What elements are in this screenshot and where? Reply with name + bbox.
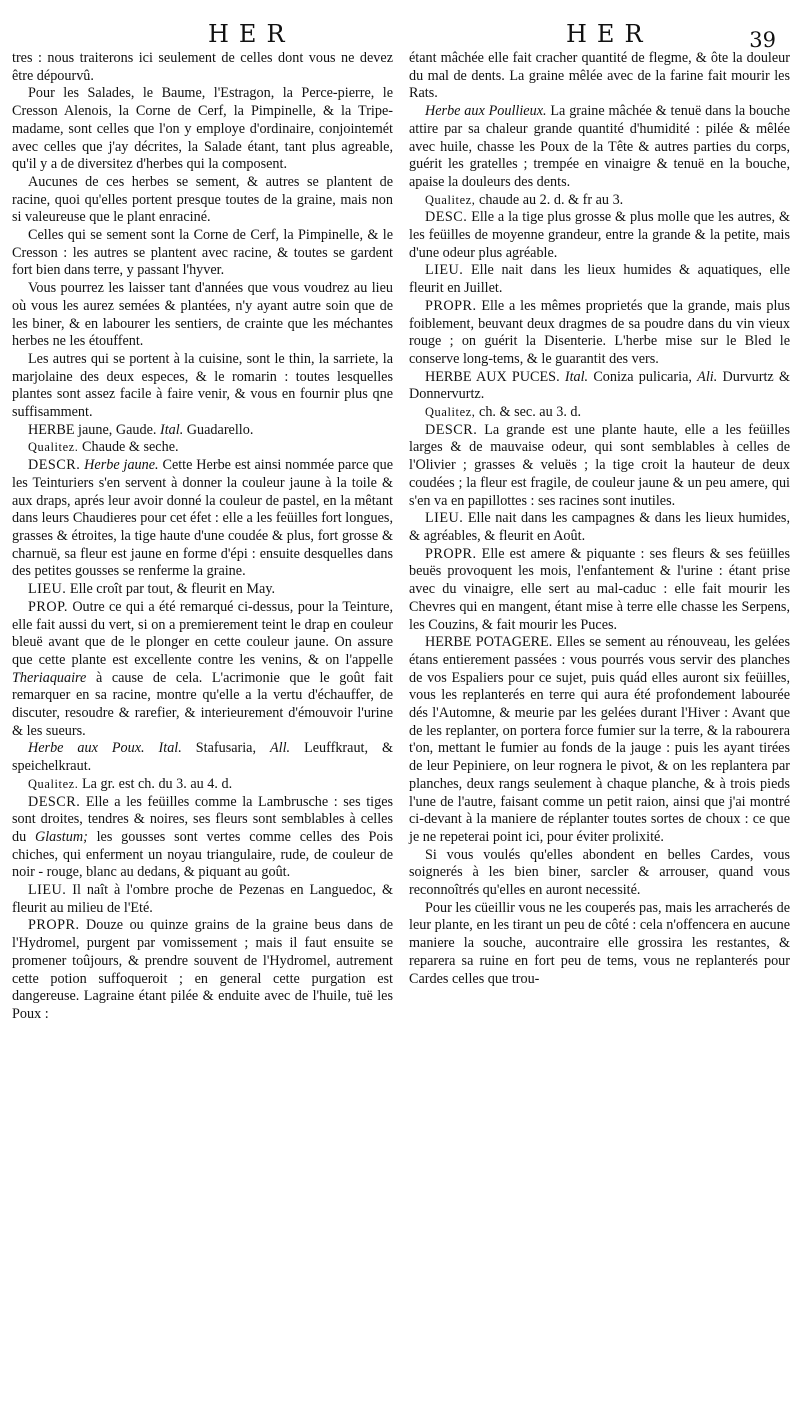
text-columns <box>12 50 790 1024</box>
all-label: Ali. <box>697 368 718 385</box>
entry-heading <box>12 740 393 775</box>
description-text: Cette Herbe est ainsi nommée parce que les Teinturiers s'en servent à donner la couleur jaune à la toile & aux draps, aprés leur avoir donné la couleur de pastel, en la mêtant dans leurs Chaudieres pour cet éfet : elle a les feüilles fort longues, grasses & étroites, la tige haute d'une coudée & plus, fort grosse & charnuë, sa fleur est jaune en forme d'épi : ensuite desquelles dans des petites gousses se renferme la graine. <box>12 457 394 580</box>
properties-text-end: à cause de cela. L'acrimonie que le goût fait remarquer en sa racine, montre qu'elle a la vertu d'échauffer, de discuter, resoudre & rarefier, & interieurement d'émouvoir l'urine & les sueurs. <box>12 669 394 739</box>
description <box>12 457 393 581</box>
description-text: Elle a les feüilles comme la Lambrusche : ses tiges sont droites, tendres & noires, ses fleurs sont semblables à celles du <box>12 793 394 845</box>
running-head-left: HER <box>208 20 295 48</box>
qualities <box>409 404 790 422</box>
ital-name: Guadarello. <box>186 421 254 438</box>
entry-title: Herbe aux Poullieux. <box>425 103 547 120</box>
location-label: LIEU. <box>28 581 67 598</box>
entry-title: HERBE jaune, Gaude. <box>28 421 157 438</box>
properties-label: PROPR. <box>425 297 477 314</box>
properties <box>12 917 393 1023</box>
qualities-text: chaude au 2. d. & fr au 3. <box>479 191 624 208</box>
description <box>409 422 790 511</box>
properties-text: Douze ou quinze grains de la graine beus dans de l'Hydromel, purgent par vomissement ; mais il faut ensuite se promener toûjours, & prendre souvent de l'Hydromel, autrement cette potion suffoqueroit ; en general cette purgation est dangereuse. Lagraine étant pilée & enduite avec de l'huile, tuë les Poux : <box>12 917 393 1022</box>
paragraph: Si vous voulés qu'elles abondent en belles Cardes, vous soignerés à les bien biner, sarcler & arrouser, quand vous reconnoîtrés qu'elles en auront necessité. <box>409 846 790 899</box>
entry-title: Herbe aux Poux. <box>28 740 145 757</box>
location <box>12 581 393 599</box>
location-label: LIEU. <box>425 510 464 527</box>
entry-heading <box>409 369 790 404</box>
location <box>409 510 790 545</box>
ital-name: Stafusaria, <box>195 740 257 757</box>
ital-label: Ital. <box>160 421 184 438</box>
entry-text: La graine mâchée & tenuë dans la bouche attire par sa chaleur grande quantité d'humidité : pilée & mêlée avec huile, chasse les Poux de la Tête & autres parties du corps, guérit les gratelles ; trempée en vinaigre & tenuë en la bouche, apaise la douleurs des dents. <box>409 103 790 190</box>
description <box>12 794 393 883</box>
entry-heading <box>12 422 393 440</box>
location-text: Il naît à l'ombre proche de Pezenas en Languedoc, & fleurit au milieu de l'Eté. <box>12 882 394 916</box>
qualities-label: Qualitez. <box>28 776 79 791</box>
paragraph: Les autres qui se portent à la cuisine, sont le thin, la sarriete, la marjolaine des deux especes, & le romarin : toutes lesquelles plantes sont assez facile à faire venir, & vous en fournir plus qne suffisamment. <box>12 350 393 421</box>
all-name: Durvurtz & Donnervurtz. <box>409 368 790 403</box>
properties <box>12 599 393 741</box>
properties-text: Elle est amere & piquante : ses fleurs & ses feüilles beuës provoquent les mois, l'enfantement & l'urine : étant prise avec du vinaigre, elle sert au mal-caduc : elle fait mourir les Chevres qui en mangent, étant mise à terre elle chasse les Serpens, les Couzins, & fait mourir les Puces. <box>409 545 790 633</box>
properties-italic: Theriaquaire <box>12 669 87 686</box>
paragraph: Celles qui se sement sont la Corne de Cerf, la Pimpinelle, & le Cresson : les autres se plantent avec racine, & toutes se gardent fort bien dans terre, y passant l'hyver. <box>12 227 393 279</box>
paragraph: étant mâchée elle fait cracher quantité de flegme, & ôte la douleur du mal de dents. La graine mêlée avec de la farine fait mourir les Rats. <box>409 50 790 102</box>
qualities-label: Qualitez, <box>425 192 476 207</box>
location-text: Elle croît par tout, & fleurit en May. <box>69 581 276 598</box>
qualities-text: ch. & sec. au 3. d. <box>479 404 582 421</box>
location <box>409 262 790 297</box>
description-label: DESC. <box>425 209 468 226</box>
entry-title: HERBE POTAGERE. <box>425 634 553 651</box>
properties <box>409 546 790 635</box>
description-label: DESCR. <box>425 421 478 438</box>
paragraph: Pour les cüeillir vous ne les couperés pas, mais les arracherés de leur plante, en les tirant un peu de côté : cela n'offencera en aucune maniere la souche, aucontraire elle grossira les restantes, & reparera sa ruine en fort peu de tems, vous ne replanterés pour Cardes celles que trou- <box>409 899 790 987</box>
running-head-right: HER <box>566 20 653 48</box>
location-label: LIEU. <box>28 882 67 899</box>
ital-label: Ital. <box>564 368 589 385</box>
location-label: LIEU. <box>425 262 464 279</box>
description-italic: Herbe jaune. <box>84 457 159 474</box>
entry-paragraph <box>409 634 790 846</box>
all-label: All. <box>270 740 291 757</box>
paragraph: Vous pourrez les laisser tant d'années que vous voudrez au lieu où vous les aurez semées & plantées, n'y ayant autre soin que de les biner, & en labourer les sentiers, de crainte que les méchantes herbes ne les étouffent. <box>12 280 393 350</box>
paragraph: Pour les Salades, le Baume, l'Estragon, la Perce-pierre, le Cresson Alenois, la Corne de Cerf, la Pimpinelle, & la Tripe-madame, sont celles que l'on y employe d'ordinaire, conjointemét avec celles que j'ay décrites, la Salade étant, tant plus agreable, qu'il y a de diversitez d'herbes qui la composent. <box>12 85 393 173</box>
description-italic: Glastum; <box>34 828 88 845</box>
ital-label: Ital. <box>158 740 182 757</box>
qualities-text: La gr. est ch. du 3. au 4. d. <box>82 775 233 792</box>
properties-label: PROP. <box>28 598 68 615</box>
qualities <box>12 439 393 457</box>
entry-title: HERBE AUX PUCES. <box>425 368 560 385</box>
entry-text: Elles se sement au rénouveau, les gelées étans entierement passées : vous pourrés vous servir des planches de vos Espaliers pour ce sujet, puis quád elles auront six feüilles, vous les replanterés en terre qui aura été profondement labourée dés l'Automne, & meurie par les gelées durant l'Hiver : Avant que de les replanter, on portera force fumier sur la terre, & la rabourera t'on, mettant le fumier au fonds de la jauge : puis les ayant tirées de leur Pepiniere, on leur rognera le pivot, & on les replantera par planches, deux rangs seulement à chaque planche, & à trois pieds l'une de l'autre, faisant comme un petit raion, ainsi que j'ai montré ci-devant à la maniere de réplanter toutes sortes de choux : ce que je ne repeterai point ici, pour éviter prolixité. <box>409 634 790 845</box>
ital-name: Coniza pulicaria, <box>593 368 692 385</box>
properties-label: PROPR. <box>425 545 477 562</box>
description <box>409 209 790 262</box>
paragraph: tres : nous traiterons ici seulement de celles dont vous ne devez être dépourvû. <box>12 50 393 84</box>
qualities-label: Qualitez, <box>425 405 476 420</box>
properties-text: Outre ce qui a été remarqué ci-dessus, pour la Teinture, elle fait aussi du vert, si on a premierement teint le drap en couleur bleuë avant que de le plonger en cette couleur jaune. On assure que cette plante est excellente contre les venins, & on l'appelle <box>12 598 393 668</box>
location <box>12 882 393 917</box>
location-text: Elle nait dans les campagnes & dans les lieux humides, & agréables, & fleurit en Août. <box>409 510 790 544</box>
qualities <box>12 776 393 794</box>
description-text-end: les gousses sont vertes comme celles des Pois chiches, qui enferment un noyau triangulaire, rude, de couleur de noir - rouge, blanc au dedans, & piquant au goût. <box>12 828 394 881</box>
qualities-text: Chaude & seche. <box>82 439 179 456</box>
qualities-label: Qualitez. <box>28 440 79 455</box>
properties-label: PROPR. <box>28 917 80 934</box>
description-text: Elle a la tige plus grosse & plus molle que les autres, & les feüilles de moyenne grandeur, entre la grande & la petite, mais d'une odeur plus agréable. <box>409 209 791 261</box>
paragraph: Aucunes de ces herbes se sement, & autres se plantent de racine, quoi qu'elles portent presque toutes de la graine, mais non si valeureuse que le plant enraciné. <box>12 173 393 226</box>
entry-paragraph <box>409 103 790 192</box>
properties-text: Elle a les mêmes proprietés que la grande, mais plus foiblement, beuvant deux dragmes de sa poudre dans du vin vieux rouge ; on guérit la Disenterie. L'herbe mise sur le Bled le conserve long-tems, & le guarantit des vers. <box>409 297 791 367</box>
qualities <box>409 192 790 210</box>
location-text: Elle nait dans les lieux humides & aquatiques, elle fleurit en Juillet. <box>409 262 790 297</box>
description-label: DESCR. <box>28 793 81 810</box>
description-label: DESCR. <box>28 457 81 474</box>
right-column <box>409 50 790 1024</box>
description-text: La grande est une plante haute, elle a les feüilles larges & de mauvaise odeur, qui sont semblables à celles de l'Olivier ; grasses & veluës ; la tige croit la hauteur de deux coudées ; la fleur est fragile, de couleur jaune & un peu amere, qui s'en va en papillottes : ses racines sont inutiles. <box>409 421 790 509</box>
properties <box>409 298 790 369</box>
all-name: Leuffkraut, & speichelkraut. <box>12 740 394 775</box>
page-header <box>12 6 790 50</box>
left-column <box>12 50 393 1024</box>
page-number: 39 <box>749 28 776 52</box>
